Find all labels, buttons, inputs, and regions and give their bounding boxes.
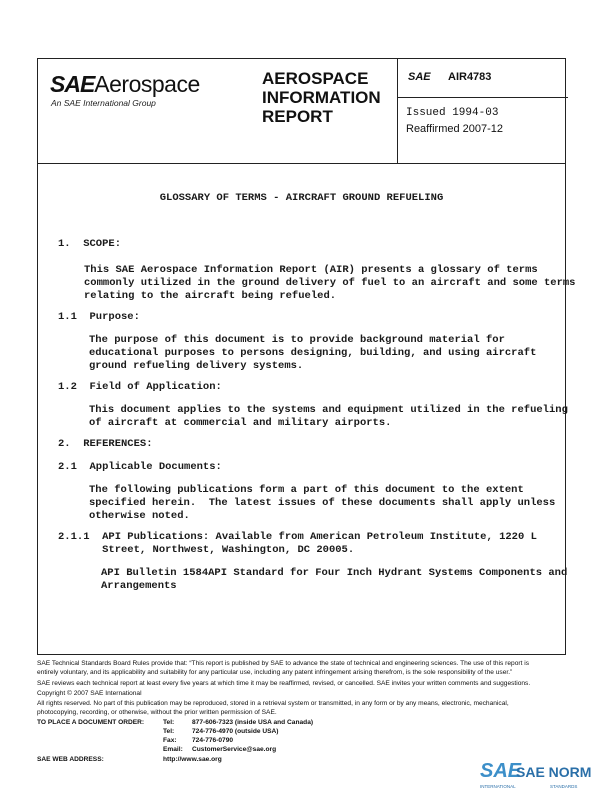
footer-review: SAE reviews each technical report at least every five years at which time it may be reaffirmed, revised, or cancelled. SAE invites your written comments and suggestions.	[37, 680, 531, 687]
order-label: TO PLACE A DOCUMENT ORDER:	[37, 719, 145, 726]
watermark-sub-2: STANDARDS	[550, 784, 578, 789]
api-bulletin-line-2: Arrangements	[101, 580, 177, 592]
footer-copyright: Copyright © 2007 SAE International	[37, 690, 142, 697]
contact-label-3: Fax:	[163, 737, 177, 744]
contact-value-3: 724-776-0790	[192, 737, 234, 744]
field-line-1: This document applies to the systems and equipment utilized in the refueling	[89, 404, 568, 416]
scope-line-3: relating to the aircraft being refueled.	[84, 290, 337, 302]
sae-norm-watermark	[480, 760, 592, 789]
web-label: SAE WEB ADDRESS:	[37, 756, 104, 763]
doc-info-cell	[397, 59, 568, 163]
issued-date: Issued 1994-03	[406, 107, 499, 119]
doc-number-row	[398, 59, 568, 98]
contact-label-2: Tel:	[163, 728, 175, 735]
applicable-line-1: The following publications form a part of this document to the extent	[89, 484, 524, 496]
purpose-line-2: educational purposes to persons designing, building, and using aircraft	[89, 347, 537, 359]
field-line-2: of aircraft at commercial and military airports.	[89, 417, 392, 429]
purpose-line-1: The purpose of this document is to provide background material for	[89, 334, 505, 346]
scope-line-1: This SAE Aerospace Information Report (AIR) presents a glossary of terms	[84, 264, 538, 276]
watermark-text: SAE NORM	[516, 764, 592, 780]
logo-cell	[38, 59, 250, 163]
contact-value-1: 877-606-7323 (inside USA and Canada)	[192, 719, 314, 726]
report-type: AEROSPACE INFORMATION REPORT	[262, 69, 381, 126]
watermark-sub-1: INTERNATIONAL	[480, 784, 516, 789]
watermark-logo: SAE	[480, 760, 522, 782]
applicable-line-3: otherwise noted.	[89, 510, 190, 522]
footer-rights: All rights reserved. No part of this publication may be reproduced, stored in a retrieval system or transmitted, in any form or by any means, electronic, mechanical, photocopying, recording, or otherwise, without the prior written permission of SAE.	[37, 700, 509, 716]
purpose-heading: 1.1 Purpose:	[58, 311, 140, 323]
sae-aerospace-logo: SAEAerospace	[50, 71, 200, 97]
contact-email[interactable]: CustomerService@sae.org	[192, 746, 277, 753]
logo-subtitle: An SAE International Group	[51, 98, 156, 108]
document-title: GLOSSARY OF TERMS - AIRCRAFT GROUND REFUELING	[159, 192, 444, 204]
contact-label-1: Tel:	[163, 719, 175, 726]
references-heading: 2. REFERENCES:	[58, 438, 153, 450]
doc-number: AIR4783	[448, 71, 492, 83]
api-publications-line-1: 2.1.1 API Publications: Available from American Petroleum Institute, 1220 L	[58, 531, 537, 543]
scope-heading: 1. SCOPE:	[58, 238, 122, 250]
applicable-line-2: specified herein. The latest issues of these documents shall apply unless	[89, 497, 556, 509]
purpose-line-3: ground refueling delivery systems.	[89, 360, 304, 372]
field-heading: 1.2 Field of Application:	[58, 381, 222, 393]
applicable-docs-heading: 2.1 Applicable Documents:	[58, 461, 222, 473]
sae-mini-logo: SAE	[408, 71, 431, 83]
api-bulletin-line-1: API Bulletin 1584API Standard for Four Inch Hydrant Systems Components and	[101, 567, 568, 579]
document-frame	[37, 58, 576, 655]
scope-line-2: commonly utilized in the ground delivery of fuel to an aircraft and some terms	[84, 277, 576, 289]
contact-value-2: 724-776-4970 (outside USA)	[192, 728, 279, 735]
web-address-link[interactable]: http://www.sae.org	[163, 756, 222, 763]
footer-rules: SAE Technical Standards Board Rules provide that: “This report is published by SAE to advance the state of technical and engineering sciences. The use of this report is entirely voluntary, and its applicability and suitability for any particular use, including any patent infringement arising therefrom, is the sole responsibility of the user.”	[37, 660, 530, 676]
api-publications-line-2: Street, Northwest, Washington, DC 20005.	[58, 544, 355, 556]
header	[38, 59, 565, 164]
contact-label-4: Email:	[163, 746, 183, 753]
reaffirmed-date: Reaffirmed 2007-12	[406, 123, 504, 135]
